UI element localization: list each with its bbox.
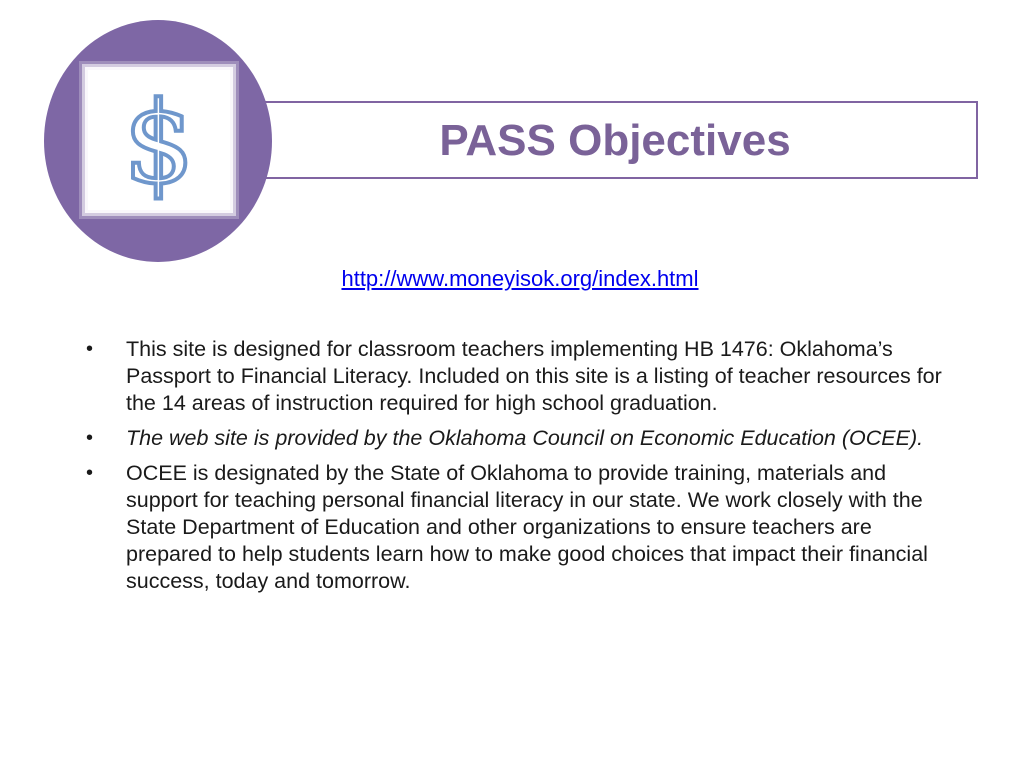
bullet-icon: •: [86, 427, 94, 449]
dollar-sign-icon: [88, 70, 230, 210]
bullet-icon: •: [86, 462, 94, 484]
bullet-text: This site is designed for classroom teachers implementing HB 1476: Oklahoma’s Passport to Financial Literacy. Included on this site is a listing of teacher resources for the 14 areas of instruction required for high school graduation.: [126, 337, 942, 415]
bullet-text: OCEE is designated by the State of Oklahoma to provide training, materials and support for teaching personal financial literacy in our state. We work closely with the State Department of Education and other organizations to ensure teachers are prepared to help students learn how to make good choices that impact their financial success, today and tomorrow.: [126, 461, 928, 593]
bullet-item: [86, 336, 946, 417]
moneyisok-link[interactable]: http://www.moneyisok.org/index.html: [341, 266, 699, 291]
svg-text:$: $: [123, 79, 195, 209]
bullet-icon: •: [86, 338, 94, 360]
bullet-text: The web site is provided by the Oklahoma Council on Economic Education (OCEE).: [126, 426, 924, 450]
slide-title: PASS Objectives: [439, 116, 791, 165]
emblem-tile: [88, 70, 230, 210]
bullet-item: [86, 460, 946, 595]
bullet-list: [86, 336, 946, 603]
bullet-item: [86, 425, 946, 452]
emblem-circle: [44, 20, 272, 262]
